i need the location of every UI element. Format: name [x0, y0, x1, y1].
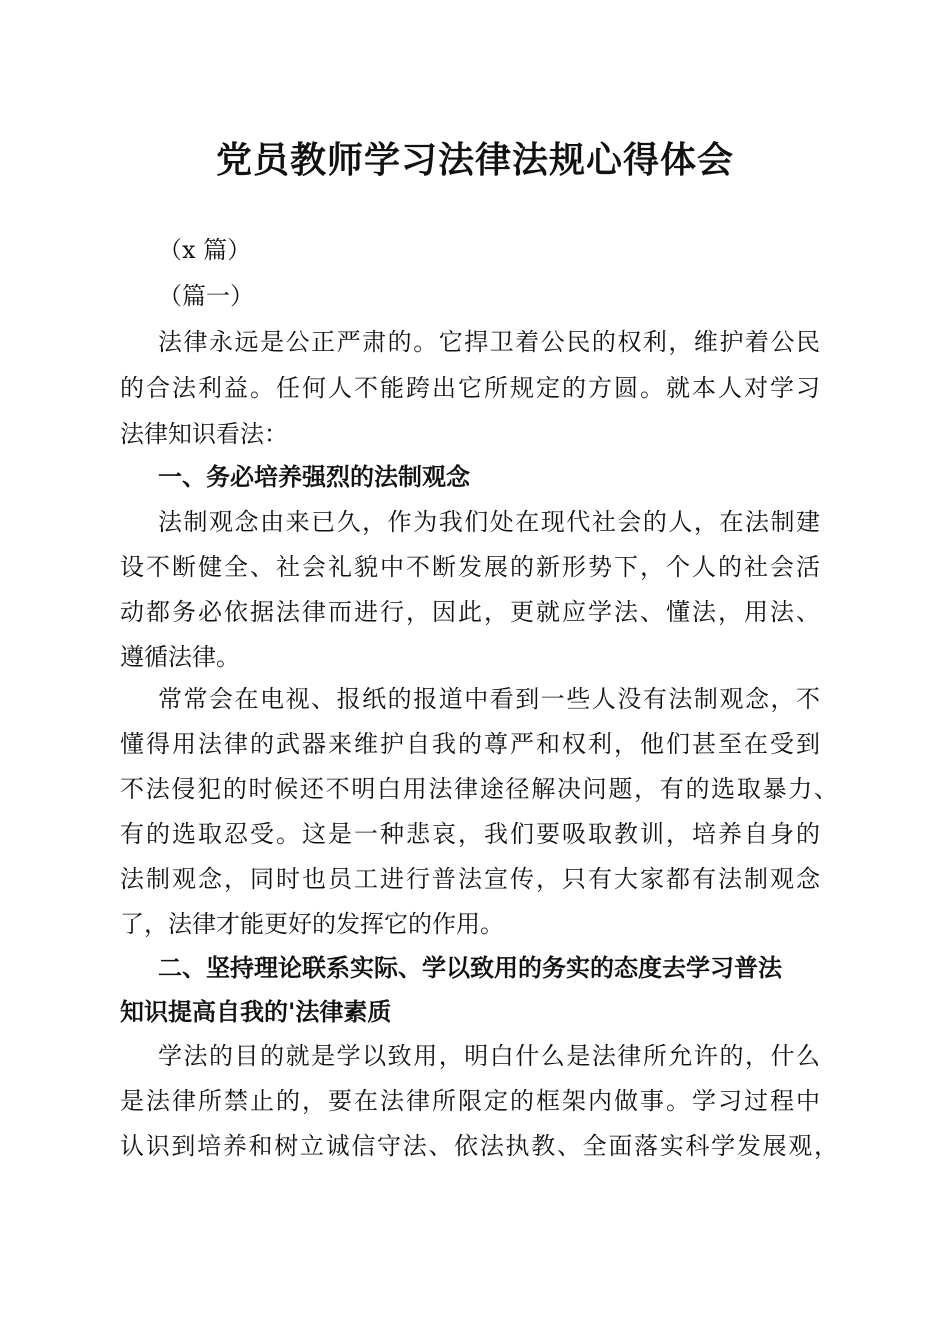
paragraph-line: 法律知识看法：: [120, 420, 288, 448]
paragraph-line: 法制观念由来已久，作为我们处在现代社会的人，在法制建: [158, 508, 820, 536]
document-title: 党员教师学习法律法规心得体会: [215, 139, 734, 181]
article-label: （篇一）: [158, 282, 254, 310]
article-count-note: （x 篇）: [158, 236, 252, 264]
paragraph-line: 是法律所禁止的，要在法律所限定的框架内做事。学习过程中: [120, 1087, 820, 1115]
paragraph-line: 的合法利益。任何人不能跨出它所规定的方圆。就本人对学习: [120, 374, 820, 402]
paragraph-line: 设不断健全、社会礼貌中不断发展的新形势下，个人的社会活: [120, 553, 820, 581]
section-heading-1: 一、务必培养强烈的法制观念: [158, 463, 470, 491]
paragraph-line: 学法的目的就是学以致用，明白什么是法律所允许的，什么: [158, 1042, 820, 1070]
paragraph-line: 法律永远是公正严肃的。它捍卫着公民的权利，维护着公民: [158, 328, 820, 356]
paragraph-line: 了，法律才能更好的发挥它的作用。: [120, 910, 504, 938]
paragraph-line: 常常会在电视、报纸的报道中看到一些人没有法制观念，不: [158, 685, 820, 713]
paragraph-line: 动都务必依据法律而进行，因此，更就应学法、懂法，用法、: [120, 598, 820, 626]
section-heading-2-continued: 知识提高自我的'法律素质: [120, 998, 392, 1026]
paragraph-line: 懂得用法律的武器来维护自我的尊严和权利，他们甚至在受到: [120, 730, 820, 758]
paragraph-line: 认识到培养和树立诚信守法、依法执教、全面落实科学发展观，: [120, 1132, 838, 1160]
paragraph-line: 遵循法律。: [120, 643, 240, 671]
paragraph-line: 有的选取忍受。这是一种悲哀，我们要吸取教训，培养自身的: [120, 820, 820, 848]
paragraph-line: 法制观念，同时也员工进行普法宣传，只有大家都有法制观念: [120, 865, 820, 893]
paragraph-line: 不法侵犯的时候还不明白用法律途径解决问题，有的选取暴力、: [120, 775, 838, 803]
section-heading-2: 二、坚持理论联系实际、学以致用的务实的态度去学习普法: [158, 954, 782, 982]
